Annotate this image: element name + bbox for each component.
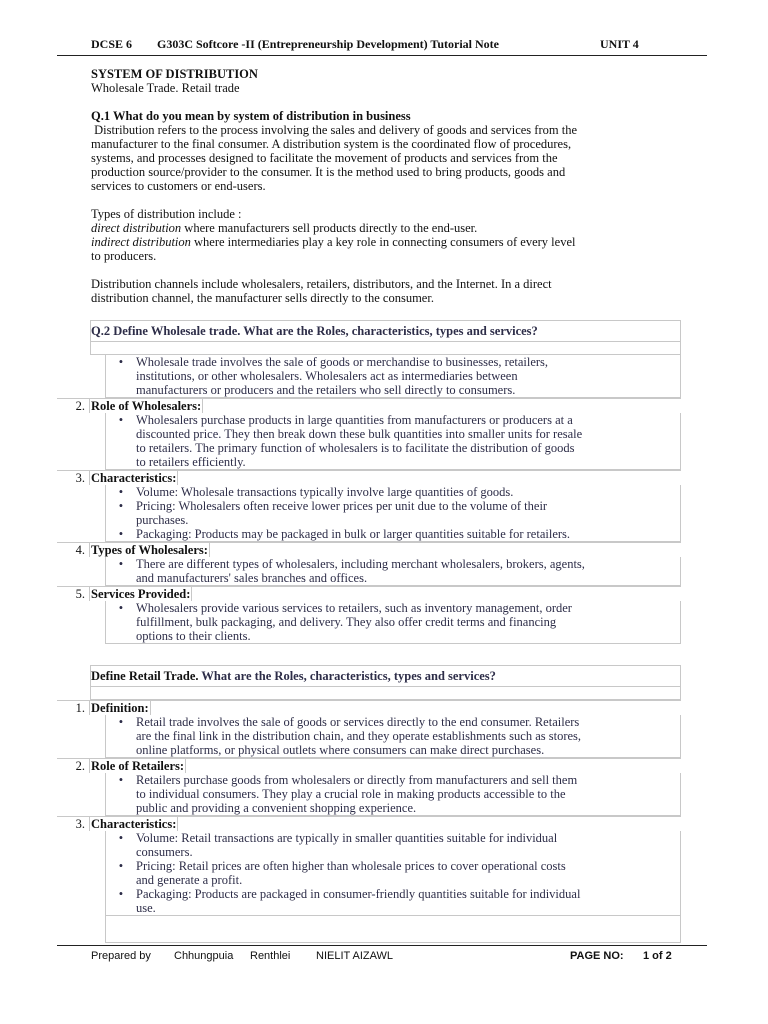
- indirect-text-cont: to producers.: [91, 249, 157, 263]
- bullet-line: to retailers. The primary function of wholesalers is to facilitate the distribution of goods: [136, 441, 575, 455]
- footer-divider: [57, 945, 707, 946]
- bullet-line: purchases.: [136, 513, 189, 527]
- section-bullets: [105, 715, 681, 758]
- bullet-icon: •: [118, 773, 124, 787]
- q1-line: manufacturer to the final consumer. A distribution system is the coordinated flow of procedures,: [91, 137, 572, 151]
- section-title: Characteristics:: [91, 471, 177, 485]
- indirect-term: indirect distribution: [91, 235, 191, 249]
- bullet-line: to individual consumers. They play a crucial role in making products accessible to the: [136, 787, 566, 801]
- bullet-line: Wholesalers purchase products in large quantities from manufacturers or producers at a: [136, 413, 573, 427]
- bullet-line: are the final link in the distribution chain, and they operate establishments such as stores,: [136, 729, 582, 743]
- section-number: 3.: [75, 817, 85, 831]
- q1-line: services to customers or end-users.: [91, 179, 266, 193]
- section-number: 2.: [75, 759, 85, 773]
- retail-sections: [57, 700, 681, 916]
- bullet-icon: •: [118, 527, 124, 541]
- bullet-line: manufacturers or producers and the retailers who sell directly to consumers.: [136, 383, 516, 397]
- section-bullets: [105, 557, 681, 586]
- section-header: [57, 816, 681, 831]
- q1-line: systems, and processes designed to facilitate the movement of products and services from the: [91, 151, 558, 165]
- bullet-item: [106, 601, 680, 643]
- types-intro: Types of distribution include :: [91, 207, 242, 221]
- bullet-item: [106, 831, 680, 859]
- indirect-text: where intermediaries play a key role in connecting consumers of every level: [190, 235, 576, 249]
- bullet-icon: •: [118, 355, 124, 369]
- retail-question: [90, 665, 681, 686]
- bullet-line: Retailers purchase goods from wholesalers or directly from manufacturers and sell them: [136, 773, 578, 787]
- section-header: [57, 758, 681, 773]
- course-title: G303C Softcore -II (Entrepreneurship Development) Tutorial Note: [157, 37, 499, 51]
- bullet-line: options to their clients.: [136, 629, 251, 643]
- bullet-line: fulfillment, bulk packaging, and delivery. They also offer credit terms and financing: [136, 615, 557, 629]
- section-title: Role of Wholesalers:: [91, 399, 202, 413]
- section-title: Services Provided:: [91, 587, 191, 601]
- bullet-line: Wholesalers provide various services to retailers, such as inventory management, order: [136, 601, 572, 615]
- bullet-item: [106, 715, 680, 757]
- section-bullets: [105, 773, 681, 816]
- channels-line: Distribution channels include wholesalers, retailers, distributors, and the Internet. In a direct: [91, 277, 552, 291]
- bullet-line: Pricing: Retail prices are often higher than wholesale prices to cover operational costs: [136, 859, 566, 873]
- course-code: DCSE 6: [91, 37, 133, 51]
- section-number: 3.: [75, 471, 85, 485]
- section-header: [57, 470, 681, 485]
- q1-line: production source/provider to the consumer. It is the method used to bring products, goods and: [91, 165, 566, 179]
- bullet-icon: •: [118, 499, 124, 513]
- section-header: [57, 700, 681, 715]
- blank-row: [105, 916, 681, 943]
- section-subheading: Wholesale Trade. Retail trade: [91, 81, 240, 95]
- bullet-line: Wholesale trade involves the sale of goods or merchandise to businesses, retailers,: [136, 355, 549, 369]
- bullet-icon: •: [118, 557, 124, 571]
- retail-question-bold: Define Retail Trade.: [91, 669, 199, 683]
- bullet-line: to retailers efficiently.: [136, 455, 246, 469]
- bullet-line: online platforms, or physical outlets where consumers can make direct purchases.: [136, 743, 545, 757]
- direct-distribution: [91, 221, 681, 235]
- bullet-icon: •: [118, 859, 124, 873]
- section-bullets: [105, 601, 681, 644]
- bullet-line: discounted price. They then break down these bulk quantities into smaller units for resale: [136, 427, 583, 441]
- bullet-icon: •: [118, 887, 124, 901]
- q1-line: Distribution refers to the process involving the sales and delivery of goods and services from the: [91, 123, 577, 137]
- intro-section: [91, 67, 681, 305]
- section-bullets: [105, 831, 681, 916]
- prepared-by-label: Prepared by: [91, 950, 151, 962]
- bullet-item: [106, 887, 680, 915]
- section-header: [57, 542, 681, 557]
- bullet-line: Volume: Wholesale transactions typically involve large quantities of goods.: [136, 485, 514, 499]
- section-header: [57, 398, 681, 413]
- bullet-line: use.: [136, 901, 156, 915]
- bullet-line: Volume: Retail transactions are typically in smaller quantities suitable for individual: [136, 831, 558, 845]
- indirect-distribution: [91, 235, 681, 249]
- section-title: Role of Retailers:: [91, 759, 185, 773]
- bullet-icon: •: [118, 485, 124, 499]
- bullet-icon: •: [118, 601, 124, 615]
- bullet-line: public and providing a convenient shopping experience.: [136, 801, 417, 815]
- bullet-line: Packaging: Products may be packaged in bulk or larger quantities suitable for retailers.: [136, 527, 571, 541]
- blank-row: [90, 341, 681, 355]
- institute-name: NIELIT AIZAWL: [316, 950, 394, 962]
- bullet-item: [106, 485, 680, 499]
- section-bullets: [105, 485, 681, 542]
- direct-term: direct distribution: [91, 221, 182, 235]
- bullet-line: institutions, or other wholesalers. Wholesalers act as intermediaries between: [136, 369, 518, 383]
- bullet-item: [106, 773, 680, 815]
- unit-label: UNIT 4: [600, 37, 639, 51]
- retail-table: [57, 665, 681, 943]
- bullet-icon: •: [118, 831, 124, 845]
- bullet-icon: •: [118, 715, 124, 729]
- section-number: 4.: [75, 543, 85, 557]
- section-header: [57, 586, 681, 601]
- bullet-line: There are different types of wholesalers, including merchant wholesalers, brokers, agents,: [136, 557, 585, 571]
- bullet-line: and manufacturers' sales branches and offices.: [136, 571, 368, 585]
- page-number-label: PAGE NO:: [570, 950, 624, 962]
- section-title: Types of Wholesalers:: [91, 543, 208, 557]
- bullet-item: [106, 557, 680, 585]
- question-1: Q.1 What do you mean by system of distribution in business: [91, 109, 411, 123]
- bullet-line: Packaging: Products are packaged in consumer-friendly quantities suitable for individual: [136, 887, 581, 901]
- bullet-item: [106, 355, 680, 397]
- channels-line: distribution channel, the manufacturer sells directly to the consumer.: [91, 291, 434, 305]
- bullet-line: Pricing: Wholesalers often receive lower prices per unit due to the volume of their: [136, 499, 548, 513]
- author-first-name: Chhungpuia: [174, 950, 234, 962]
- bullet-line: and generate a profit.: [136, 873, 243, 887]
- wholesale-definition: [105, 355, 681, 398]
- bullet-item: [106, 859, 680, 887]
- header-divider: [57, 55, 707, 56]
- section-title: Characteristics:: [91, 817, 177, 831]
- section-heading: SYSTEM OF DISTRIBUTION: [91, 67, 258, 81]
- bullet-item: [106, 413, 680, 469]
- section-bullets: [105, 413, 681, 470]
- section-title: Definition:: [91, 701, 149, 715]
- wholesale-sections: [57, 398, 681, 644]
- bullet-icon: •: [118, 413, 124, 427]
- section-number: 5.: [75, 587, 85, 601]
- bullet-item: [106, 499, 680, 527]
- bullet-line: consumers.: [136, 845, 193, 859]
- author-last-name: Renthlei: [250, 950, 291, 962]
- blank-row: [90, 686, 681, 700]
- section-number: 2.: [75, 399, 85, 413]
- wholesale-question: Q.2 Define Wholesale trade. What are the Roles, characteristics, types and services?: [90, 320, 681, 341]
- bullet-item: [106, 527, 680, 541]
- page-number-value: 1 of 2: [643, 950, 672, 962]
- direct-text: where manufacturers sell products directly to the end-user.: [181, 221, 478, 235]
- retail-question-rest: What are the Roles, characteristics, types and services?: [198, 669, 496, 683]
- wholesale-table: [57, 320, 681, 644]
- bullet-line: Retail trade involves the sale of goods or services directly to the end consumer. Retailers: [136, 715, 580, 729]
- section-number: 1.: [75, 701, 85, 715]
